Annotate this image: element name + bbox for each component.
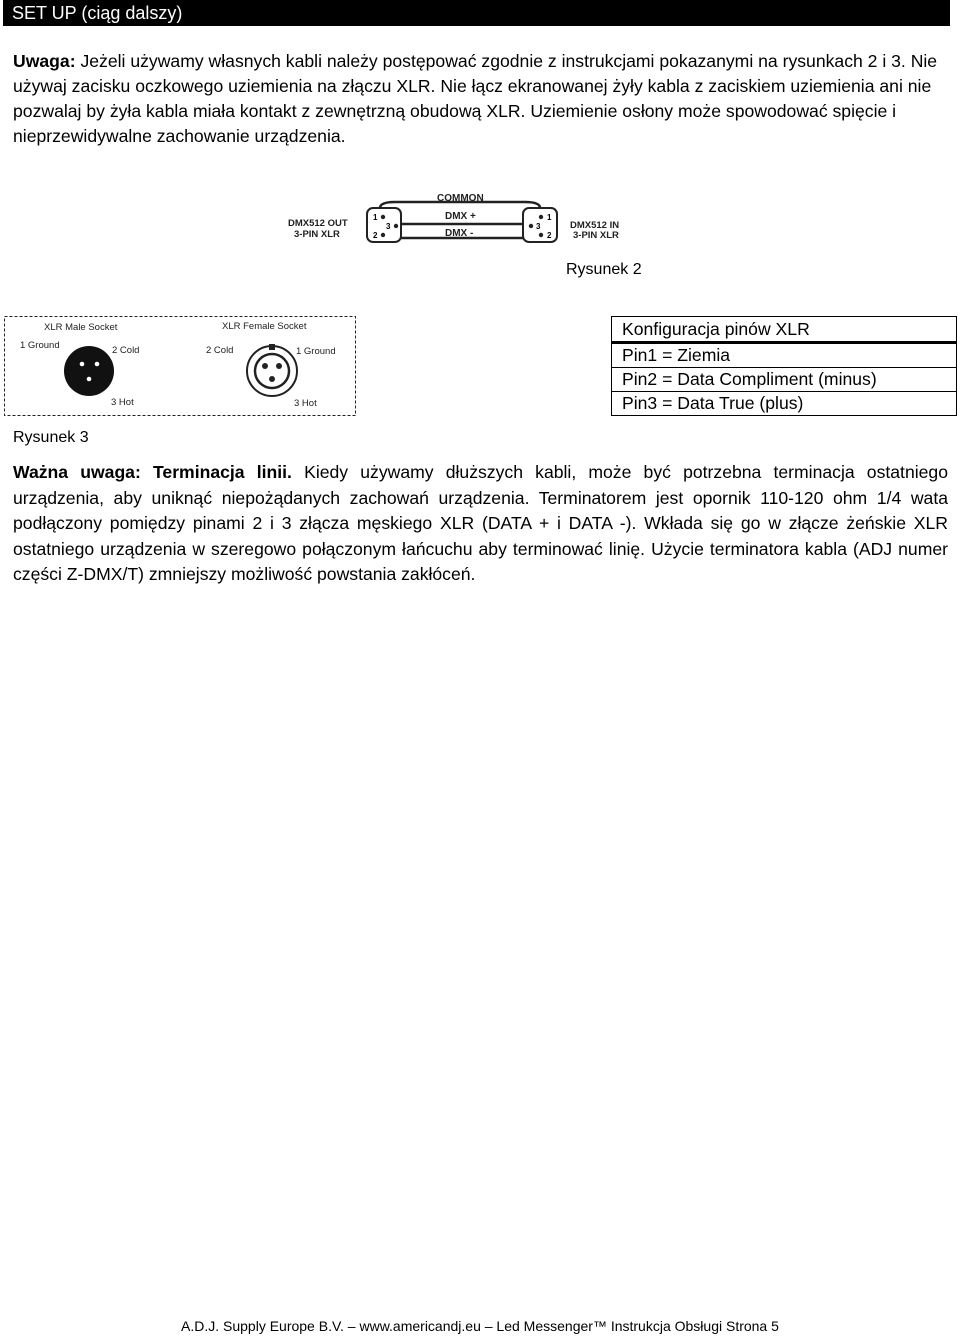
note-text: Jeżeli używamy własnych kabli należy postępować zgodnie z instrukcjami pokazanymi na rysunkach 2 i 3. Nie używaj zacisku oczkowego uziemienia na złączu XLR. Nie łącz ekranowanej żyły kabla z zaciskiem uziemienia ani nie pozwalaj by żyła kabla miała kontakt z zewnętrzną obudową XLR. Uziemienie osłony może spowodować spięcie i nieprzewidywalne zachowanie urządzenia. <box>13 51 938 146</box>
female-ground-label: 1 Ground <box>296 346 336 357</box>
out-label-2: 3-PIN XLR <box>294 229 340 240</box>
pin-table-row: Pin3 = Data True (plus) <box>622 393 804 413</box>
male-ground-label: 1 Ground <box>20 340 60 351</box>
common-wire <box>380 202 540 208</box>
figure-3-caption: Rysunek 3 <box>13 429 89 446</box>
in-label-1: DMX512 IN <box>570 220 620 231</box>
out-pin1: 1 <box>373 213 378 222</box>
figure-2-caption: Rysunek 2 <box>566 261 642 278</box>
header-title: SET UP (ciąg dalszy) <box>12 3 183 23</box>
in-pin3: 3 <box>536 222 541 231</box>
note-label: Uwaga: <box>13 51 76 71</box>
termination-paragraph <box>13 460 948 588</box>
male-title: XLR Male Socket <box>44 322 118 333</box>
xlr-sockets-svg <box>4 316 356 416</box>
in-label-2: 3-PIN XLR <box>573 230 619 241</box>
male-socket-icon <box>64 346 114 396</box>
label-dmx-minus: DMX - <box>445 228 474 239</box>
in-pin1: 1 <box>547 213 552 222</box>
figure-2-dmx-cable-diagram <box>285 186 635 248</box>
in-pin2: 2 <box>547 231 552 240</box>
page-header <box>3 0 950 26</box>
label-common: COMMON <box>437 193 484 204</box>
female-cold-label: 2 Cold <box>206 345 234 356</box>
male-cold-label: 2 Cold <box>112 345 140 356</box>
out-label-1: DMX512 OUT <box>288 218 348 229</box>
note-paragraph <box>13 49 948 149</box>
termination-label: Ważna uwaga: Terminacja linii. <box>13 462 292 482</box>
female-title: XLR Female Socket <box>222 321 307 332</box>
female-hot-label: 3 Hot <box>294 398 317 409</box>
termination-text: Kiedy używamy dłuższych kabli, może być potrzebna terminacja ostatniego urządzenia, aby uniknąć niepożądanych zachowań urządzenia. Terminatorem jest opornik 110-120 ohm 1/4 wata podłączony pomiędzy pinami 2 i 3 złącza męskiego XLR (DATA + i DATA -). Wkłada się go w złącze żeńskie XLR ostatniego urządzenia w szeregowo połączonym łańcuchu aby terminować linię. Użycie terminatora kabla (ADJ numer części Z-DMX/T) zmniejszy możliwość powstania zakłóceń. <box>13 462 948 584</box>
figure-3-xlr-sockets <box>4 316 356 416</box>
male-hot-label: 3 Hot <box>111 397 134 408</box>
pin-config-table <box>611 316 957 416</box>
page-footer: A.D.J. Supply Europe B.V. – www.americandj.eu – Led Messenger™ Instrukcja Obsługi Strona 5 <box>181 1318 779 1334</box>
pin-table-row: Pin2 = Data Compliment (minus) <box>612 368 956 392</box>
out-pin3: 3 <box>386 222 391 231</box>
out-pin2: 2 <box>373 231 378 240</box>
pin-table-row: Pin1 = Ziemia <box>612 344 956 368</box>
label-dmx-plus: DMX + <box>445 211 476 222</box>
pin-table-title: Konfiguracja pinów XLR <box>612 317 956 344</box>
dmx-cable-svg <box>285 186 635 248</box>
